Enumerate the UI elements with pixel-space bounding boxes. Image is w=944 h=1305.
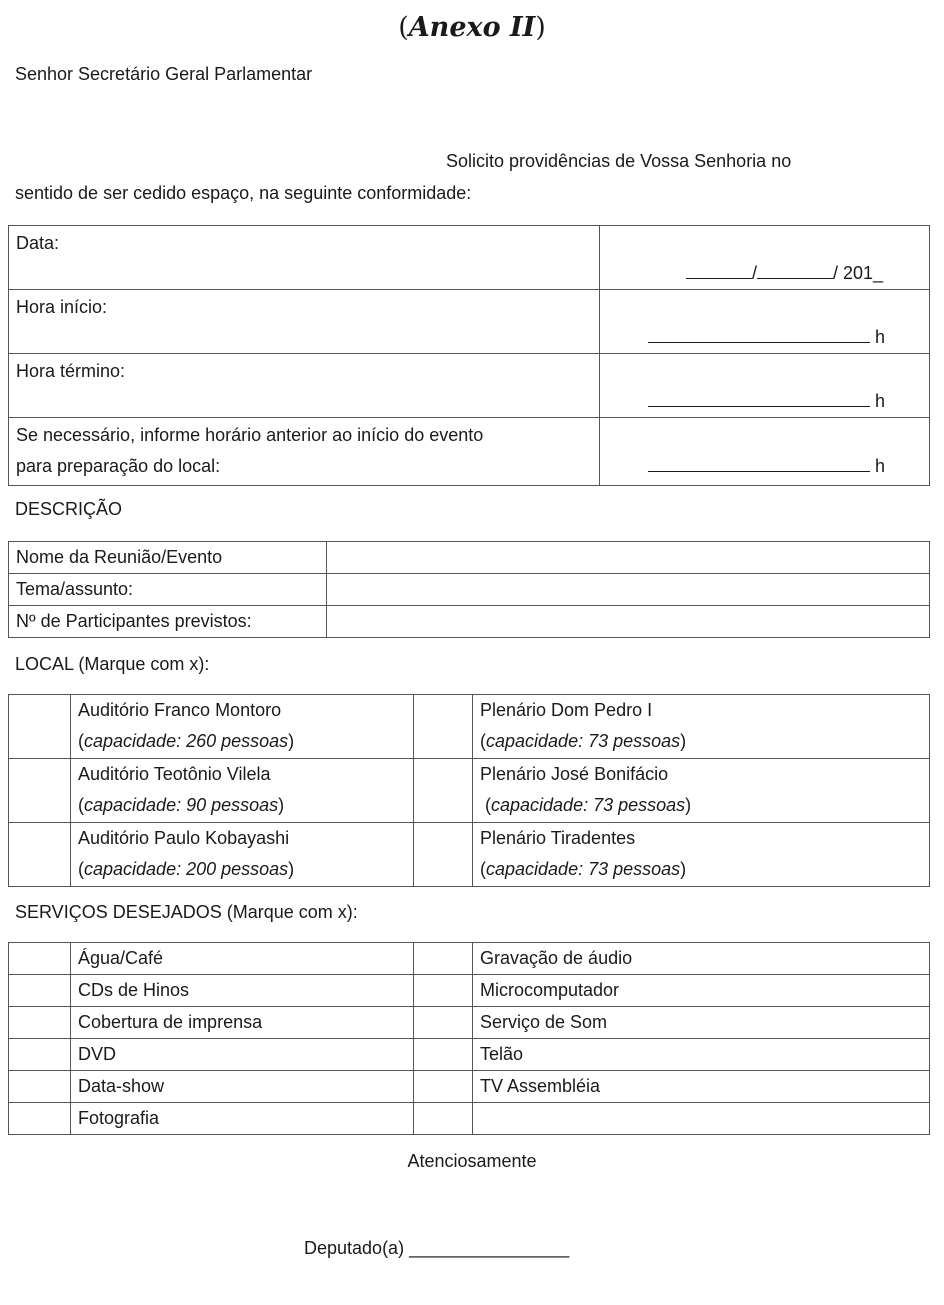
schedule-row-date	[9, 226, 930, 290]
local-checkbox[interactable]	[414, 759, 473, 823]
paren: (	[480, 731, 486, 751]
paren: (	[78, 859, 84, 879]
capacity-text: capacidade: 73 pessoas	[491, 795, 686, 815]
local-option	[71, 823, 414, 887]
capacity-text: capacidade: 73 pessoas	[486, 731, 681, 751]
paren: )	[680, 731, 687, 751]
venue-capacity	[480, 790, 929, 821]
service-row	[9, 1007, 930, 1039]
start-time-label: Hora início:	[9, 290, 600, 354]
local-checkbox[interactable]	[9, 823, 71, 887]
participants-label: Nº de Participantes previstos:	[9, 606, 327, 638]
service-checkbox[interactable]	[9, 975, 71, 1007]
signature-blank[interactable]: ________________	[409, 1238, 570, 1258]
venue-capacity	[78, 854, 413, 885]
service-option: CDs de Hinos	[71, 975, 414, 1007]
venue-capacity	[78, 790, 413, 821]
service-option: Cobertura de imprensa	[71, 1007, 414, 1039]
service-option: Água/Café	[71, 943, 414, 975]
service-checkbox[interactable]	[414, 975, 473, 1007]
capacity-text: capacidade: 200 pessoas	[84, 859, 289, 879]
venue-name: Plenário Dom Pedro I	[480, 700, 653, 720]
end-time-field[interactable]	[600, 354, 930, 418]
service-checkbox[interactable]	[9, 1103, 71, 1135]
service-option: Gravação de áudio	[473, 943, 930, 975]
local-option	[71, 695, 414, 759]
service-row	[9, 943, 930, 975]
date-separator: /	[751, 263, 757, 283]
event-name-label: Nome da Reunião/Evento	[9, 542, 327, 574]
title-paren-open: (	[398, 12, 409, 43]
end-time-label: Hora término:	[9, 354, 600, 418]
service-checkbox[interactable]	[9, 1071, 71, 1103]
local-option	[473, 823, 930, 887]
title-paren-close: )	[535, 12, 546, 43]
local-row	[9, 695, 930, 759]
service-option: TV Assembléia	[473, 1071, 930, 1103]
prep-time-field[interactable]	[600, 418, 930, 486]
schedule-row-end	[9, 354, 930, 418]
description-row	[9, 542, 930, 574]
local-checkbox[interactable]	[414, 823, 473, 887]
capacity-text: capacidade: 73 pessoas	[486, 859, 681, 879]
paren: (	[78, 731, 84, 751]
services-table	[8, 942, 930, 1135]
service-option: Telão	[473, 1039, 930, 1071]
paren: )	[288, 731, 295, 751]
date-field[interactable]	[600, 226, 930, 290]
start-time-blank[interactable]	[648, 322, 870, 343]
schedule-row-start	[9, 290, 930, 354]
local-heading: LOCAL (Marque com x):	[15, 654, 210, 674]
paren: )	[278, 795, 285, 815]
venue-capacity	[78, 726, 413, 757]
description-row	[9, 606, 930, 638]
capacity-text: capacidade: 260 pessoas	[84, 731, 289, 751]
service-option-empty	[473, 1103, 930, 1135]
start-time-field[interactable]	[600, 290, 930, 354]
prep-time-blank[interactable]	[648, 451, 870, 472]
service-checkbox[interactable]	[9, 1007, 71, 1039]
closing: Atenciosamente	[407, 1151, 537, 1171]
service-option: Data-show	[71, 1071, 414, 1103]
local-table	[8, 694, 930, 887]
signature-line	[304, 1238, 569, 1259]
title-text: Anexo II	[408, 12, 536, 43]
service-row	[9, 975, 930, 1007]
local-option	[473, 759, 930, 823]
venue-capacity	[480, 854, 929, 885]
event-name-field[interactable]	[327, 542, 930, 574]
paren: (	[480, 859, 486, 879]
paren: (	[480, 795, 491, 815]
service-checkbox[interactable]	[414, 1007, 473, 1039]
hour-unit: h	[874, 391, 885, 411]
service-row	[9, 1039, 930, 1071]
service-checkbox[interactable]	[414, 1071, 473, 1103]
service-option: DVD	[71, 1039, 414, 1071]
paren: (	[78, 795, 84, 815]
service-checkbox[interactable]	[414, 943, 473, 975]
venue-name: Auditório Franco Montoro	[78, 700, 282, 720]
paren: )	[288, 859, 295, 879]
venue-name: Auditório Paulo Kobayashi	[78, 828, 290, 848]
paren: )	[685, 795, 692, 815]
schedule-table	[8, 225, 930, 486]
local-option	[71, 759, 414, 823]
local-checkbox[interactable]	[414, 695, 473, 759]
salutation: Senhor Secretário Geral Parlamentar	[15, 64, 313, 84]
venue-name: Plenário Tiradentes	[480, 828, 636, 848]
venue-capacity	[480, 726, 929, 757]
date-label: Data:	[9, 226, 600, 290]
schedule-row-prep	[9, 418, 930, 486]
intro-line-2: sentido de ser cedido espaço, na seguinte conformidade:	[15, 183, 472, 203]
service-checkbox[interactable]	[414, 1039, 473, 1071]
service-checkbox[interactable]	[414, 1103, 473, 1135]
day-blank[interactable]	[686, 258, 752, 279]
end-time-blank[interactable]	[648, 386, 870, 407]
local-option	[473, 695, 930, 759]
prep-time-label	[9, 418, 600, 486]
venue-name: Auditório Teotônio Vilela	[78, 764, 271, 784]
service-option: Microcomputador	[473, 975, 930, 1007]
venue-name: Plenário José Bonifácio	[480, 764, 669, 784]
hour-unit: h	[874, 456, 885, 476]
participants-field[interactable]	[327, 606, 930, 638]
year-prefix: / 201_	[832, 263, 883, 283]
services-heading: SERVIÇOS DESEJADOS (Marque com x):	[15, 902, 358, 922]
intro-line-1: Solicito providências de Vossa Senhoria no	[446, 151, 792, 171]
service-option: Serviço de Som	[473, 1007, 930, 1039]
local-row	[9, 759, 930, 823]
service-row	[9, 1103, 930, 1135]
paren: )	[680, 859, 687, 879]
description-heading: DESCRIÇÃO	[15, 499, 123, 519]
month-blank[interactable]	[757, 258, 833, 279]
document-title	[0, 12, 944, 43]
local-row	[9, 823, 930, 887]
local-checkbox[interactable]	[9, 695, 71, 759]
capacity-text: capacidade: 90 pessoas	[84, 795, 279, 815]
topic-field[interactable]	[327, 574, 930, 606]
prep-label-line-1: Se necessário, informe horário anterior ao início do evento	[16, 425, 484, 445]
service-checkbox[interactable]	[9, 943, 71, 975]
signature-label: Deputado(a)	[304, 1238, 405, 1258]
description-table	[8, 541, 930, 638]
service-option: Fotografia	[71, 1103, 414, 1135]
hour-unit: h	[874, 327, 885, 347]
topic-label: Tema/assunto:	[9, 574, 327, 606]
local-checkbox[interactable]	[9, 759, 71, 823]
description-row	[9, 574, 930, 606]
service-checkbox[interactable]	[9, 1039, 71, 1071]
service-row	[9, 1071, 930, 1103]
prep-label-line-2: para preparação do local:	[16, 456, 221, 476]
